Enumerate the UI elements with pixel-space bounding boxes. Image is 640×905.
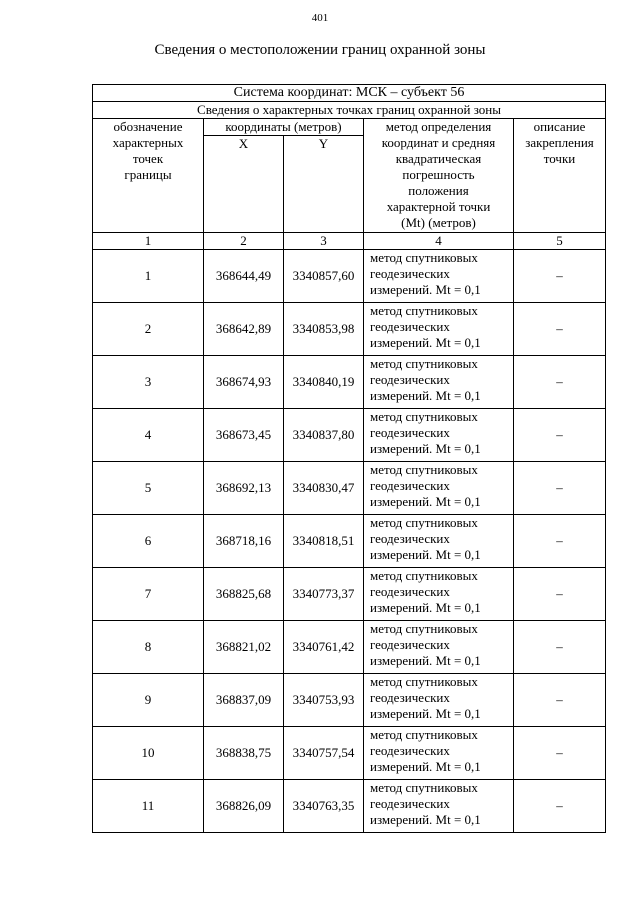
document-title: Сведения о местоположении границ охранной зоны	[154, 42, 486, 58]
table-row	[93, 568, 606, 621]
header-method-line: координат и средняя	[381, 135, 496, 150]
y-coordinate-cell: 3340818,51	[284, 515, 364, 568]
y-coordinate-cell: 3340773,37	[284, 568, 364, 621]
description-cell: –	[514, 568, 606, 621]
description-cell: –	[514, 621, 606, 674]
method-cell	[364, 462, 514, 515]
description-cell: –	[514, 515, 606, 568]
point-cell: 7	[93, 568, 204, 621]
method-line: измерений. Mt = 0,1	[370, 335, 481, 350]
table-row	[93, 409, 606, 462]
point-cell: 9	[93, 674, 204, 727]
table-header-row-1	[93, 119, 606, 136]
description-cell: –	[514, 303, 606, 356]
header-method-line: положения	[408, 183, 469, 198]
method-line: измерений. Mt = 0,1	[370, 547, 481, 562]
y-coordinate-cell: 3340761,42	[284, 621, 364, 674]
description-cell: –	[514, 462, 606, 515]
x-coordinate-cell: 368718,16	[204, 515, 284, 568]
header-description-line: точки	[543, 151, 576, 166]
method-line: измерений. Mt = 0,1	[370, 653, 481, 668]
method-line: измерений. Mt = 0,1	[370, 706, 481, 721]
x-coordinate-cell: 368837,09	[204, 674, 284, 727]
header-method-line: характерной точки	[386, 199, 491, 214]
description-cell: –	[514, 780, 606, 833]
table-system-row	[93, 85, 606, 102]
method-line: геодезических	[370, 531, 450, 546]
x-coordinate-cell: 368674,93	[204, 356, 284, 409]
method-line: геодезических	[370, 266, 450, 281]
method-cell	[364, 621, 514, 674]
method-line: геодезических	[370, 478, 450, 493]
column-numbers-row	[93, 233, 606, 250]
method-line: метод спутниковых	[370, 356, 478, 371]
header-designation	[93, 119, 204, 233]
method-cell	[364, 250, 514, 303]
method-line: геодезических	[370, 425, 450, 440]
method-line: метод спутниковых	[370, 727, 478, 742]
method-cell	[364, 409, 514, 462]
column-number: 5	[514, 233, 606, 250]
method-line: измерений. Mt = 0,1	[370, 441, 481, 456]
header-method-line: метод определения	[385, 119, 492, 134]
method-line: измерений. Mt = 0,1	[370, 494, 481, 509]
page-number: 401	[311, 12, 329, 24]
y-coordinate-cell: 3340837,80	[284, 409, 364, 462]
column-number: 2	[204, 233, 284, 250]
description-cell: –	[514, 727, 606, 780]
method-line: геодезических	[370, 637, 450, 652]
method-line: метод спутниковых	[370, 462, 478, 477]
point-cell: 4	[93, 409, 204, 462]
point-cell: 2	[93, 303, 204, 356]
header-method-line: (Mt) (метров)	[401, 215, 476, 230]
column-number: 1	[93, 233, 204, 250]
table-row	[93, 250, 606, 303]
method-line: геодезических	[370, 743, 450, 758]
y-coordinate-cell: 3340840,19	[284, 356, 364, 409]
description-cell: –	[514, 674, 606, 727]
table-row	[93, 674, 606, 727]
description-cell: –	[514, 356, 606, 409]
header-y: Y	[284, 136, 364, 233]
x-coordinate-cell: 368642,89	[204, 303, 284, 356]
y-coordinate-cell: 3340757,54	[284, 727, 364, 780]
table-row	[93, 303, 606, 356]
header-description-line: описание	[533, 119, 586, 134]
x-coordinate-cell: 368673,45	[204, 409, 284, 462]
description-cell: –	[514, 250, 606, 303]
x-coordinate-cell: 368838,75	[204, 727, 284, 780]
column-number: 4	[364, 233, 514, 250]
header-method-line: квадратическая	[395, 151, 482, 166]
point-cell: 8	[93, 621, 204, 674]
y-coordinate-cell: 3340857,60	[284, 250, 364, 303]
table-row	[93, 515, 606, 568]
section-title-cell: Сведения о характерных точках границ охранной зоны	[93, 102, 606, 119]
x-coordinate-cell: 368644,49	[204, 250, 284, 303]
method-line: геодезических	[370, 584, 450, 599]
method-line: метод спутниковых	[370, 515, 478, 530]
method-line: измерений. Mt = 0,1	[370, 600, 481, 615]
method-line: измерений. Mt = 0,1	[370, 282, 481, 297]
method-line: измерений. Mt = 0,1	[370, 812, 481, 827]
method-cell	[364, 674, 514, 727]
boundary-points-table	[92, 84, 606, 833]
method-cell	[364, 727, 514, 780]
method-line: метод спутниковых	[370, 568, 478, 583]
header-designation-line: обозначение	[113, 119, 183, 134]
table-row	[93, 462, 606, 515]
method-line: измерений. Mt = 0,1	[370, 388, 481, 403]
point-cell: 6	[93, 515, 204, 568]
method-line: метод спутниковых	[370, 780, 478, 795]
header-method-line: погрешность	[402, 167, 475, 182]
point-cell: 3	[93, 356, 204, 409]
method-line: геодезических	[370, 796, 450, 811]
header-description	[514, 119, 606, 233]
y-coordinate-cell: 3340753,93	[284, 674, 364, 727]
x-coordinate-cell: 368692,13	[204, 462, 284, 515]
point-cell: 11	[93, 780, 204, 833]
header-coordinates: координаты (метров)	[204, 119, 364, 136]
table-section-row	[93, 102, 606, 119]
table-row	[93, 621, 606, 674]
coordinate-system-cell: Система координат: МСК – субъект 56	[93, 85, 606, 102]
header-designation-line: точек	[132, 151, 164, 166]
method-cell	[364, 780, 514, 833]
method-line: метод спутниковых	[370, 250, 478, 265]
method-line: измерений. Mt = 0,1	[370, 759, 481, 774]
header-designation-line: границы	[124, 167, 172, 182]
table-row	[93, 727, 606, 780]
method-line: метод спутниковых	[370, 303, 478, 318]
x-coordinate-cell: 368826,09	[204, 780, 284, 833]
method-line: геодезических	[370, 372, 450, 387]
x-coordinate-cell: 368825,68	[204, 568, 284, 621]
method-line: геодезических	[370, 319, 450, 334]
header-method	[364, 119, 514, 233]
header-designation-line: характерных	[112, 135, 184, 150]
method-cell	[364, 515, 514, 568]
method-line: метод спутниковых	[370, 409, 478, 424]
point-cell: 1	[93, 250, 204, 303]
method-line: геодезических	[370, 690, 450, 705]
column-number: 3	[284, 233, 364, 250]
header-description-line: закрепления	[525, 135, 594, 150]
method-cell	[364, 568, 514, 621]
method-line: метод спутниковых	[370, 621, 478, 636]
y-coordinate-cell: 3340853,98	[284, 303, 364, 356]
y-coordinate-cell: 3340830,47	[284, 462, 364, 515]
table-row	[93, 780, 606, 833]
method-cell	[364, 356, 514, 409]
y-coordinate-cell: 3340763,35	[284, 780, 364, 833]
description-cell: –	[514, 409, 606, 462]
table-row	[93, 356, 606, 409]
method-line: метод спутниковых	[370, 674, 478, 689]
method-cell	[364, 303, 514, 356]
header-x: X	[204, 136, 284, 233]
x-coordinate-cell: 368821,02	[204, 621, 284, 674]
point-cell: 5	[93, 462, 204, 515]
point-cell: 10	[93, 727, 204, 780]
